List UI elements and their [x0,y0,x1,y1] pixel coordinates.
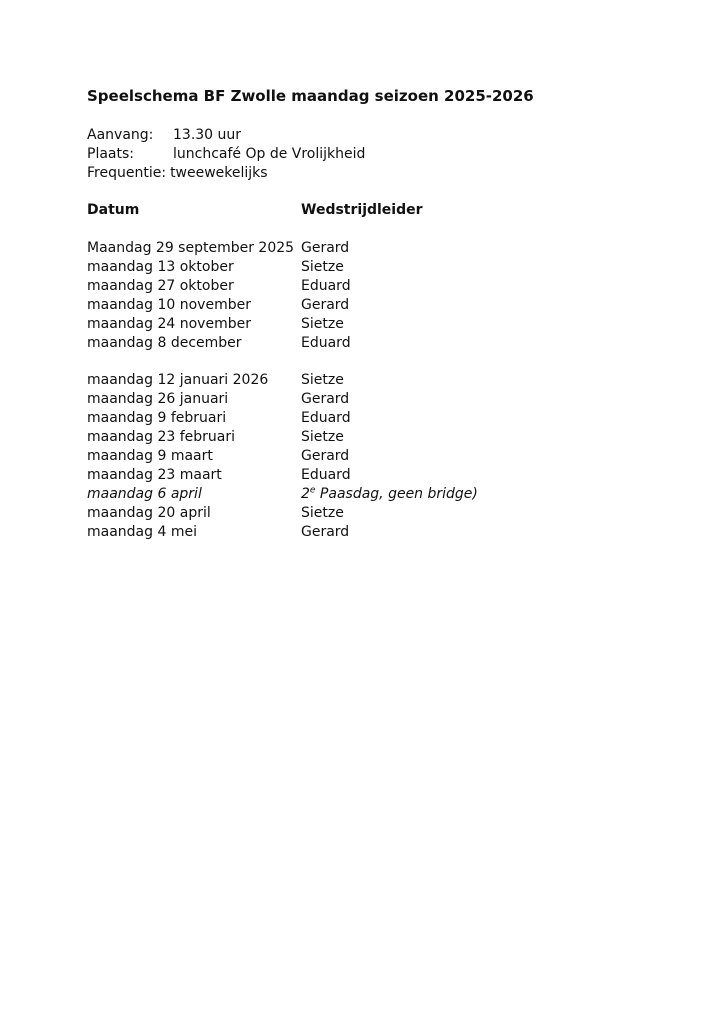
row-leader: Sietze [301,316,344,332]
row-date: Maandag 29 september 2025 [87,240,295,256]
table-row [87,258,344,277]
header-wedstrijdleider: Wedstrijdleider [301,202,423,218]
table-row [87,466,351,485]
row-date: maandag 10 november [87,297,251,313]
table-row [87,504,344,523]
row-leader: Gerard [301,524,350,540]
table-row [87,409,351,428]
table-row [87,277,351,296]
header-datum: Datum [87,202,140,218]
row-leader: Sietze [301,505,344,521]
row-leader: Sietze [301,429,344,445]
info-aanvang [87,126,241,145]
row-leader: Eduard [301,335,351,351]
row-date: maandag 24 november [87,316,251,332]
row-date: maandag 20 april [87,505,211,521]
table-row [87,315,344,334]
row-date: maandag 4 mei [87,524,197,540]
row-leader: Eduard [301,410,351,426]
table-header [87,201,423,220]
row-date: maandag 9 maart [87,448,213,464]
page-title: Speelschema BF Zwolle maandag seizoen 2025-2026 [87,87,534,105]
table-row [87,390,349,409]
row-date: maandag 26 januari [87,391,229,407]
aanvang-label: Aanvang: [87,127,154,143]
row-leader: Eduard [301,467,351,483]
plaats-label: Plaats: [87,146,134,162]
row-leader: Sietze [301,372,344,388]
row-leader: Sietze [301,259,344,275]
row-leader: Gerard [301,297,350,313]
row-date: maandag 9 februari [87,410,227,426]
note-prefix: 2 [301,486,310,502]
table-row [87,428,344,447]
row-date: maandag 12 januari 2026 [87,372,269,388]
table-row [87,523,349,542]
table-row [87,296,349,315]
info-frequentie [87,164,268,183]
table-row [87,371,344,390]
row-leader: Eduard [301,278,351,294]
table-row [87,239,349,258]
row-leader: Gerard [301,240,350,256]
plaats-value: lunchcafé Op de Vrolijkheid [173,146,366,162]
frequentie-value: tweewekelijks [170,165,268,181]
table-row [87,447,349,466]
row-date: maandag 23 maart [87,467,222,483]
row-note [301,485,478,504]
row-date: maandag 27 oktober [87,278,234,294]
row-leader: Gerard [301,448,350,464]
table-row-no-bridge [87,485,478,504]
row-date: maandag 13 oktober [87,259,234,275]
row-date: maandag 8 december [87,335,242,351]
note-suffix: Paasdag, geen bridge) [315,486,478,502]
frequentie-label: Frequentie: [87,165,167,181]
aanvang-value: 13.30 uur [173,127,242,143]
table-row [87,334,351,353]
row-leader: Gerard [301,391,350,407]
note-sup: e [309,485,316,496]
row-date: maandag 6 april [87,486,202,502]
info-plaats [87,145,365,164]
row-date: maandag 23 februari [87,429,236,445]
